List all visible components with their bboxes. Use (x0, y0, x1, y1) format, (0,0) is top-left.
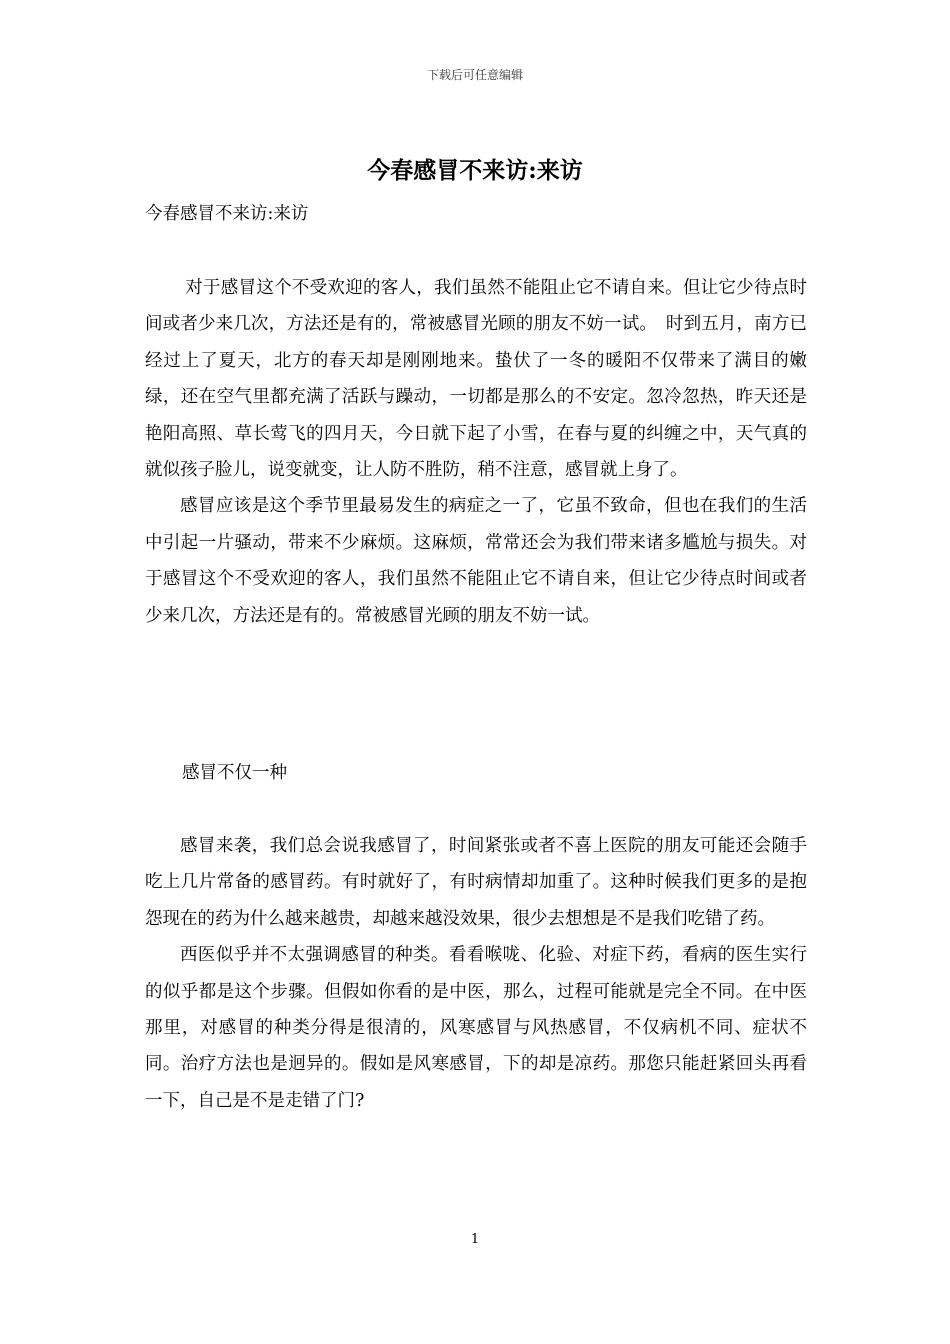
document-title: 今春感冒不来访:来访 (367, 157, 583, 184)
section-body (145, 828, 807, 1119)
paragraph: 感冒来袭，我们总会说我感冒了，时间紧张或者不喜上医院的朋友可能还会随手吃上几片常备的感冒药。有时就好了，有时病情却加重了。这种时候我们更多的是抱怨现在的药为什么越来越贵，却越来越没效果，很少去想想是不是我们吃错了药。 (145, 836, 807, 929)
page-number: 1 (470, 1232, 480, 1247)
section-heading: 感冒不仅一种 (182, 763, 287, 783)
paragraph: 对于感冒这个不受欢迎的客人，我们虽然不能阻止它不请自来。但让它少待点时间或者少来几次，方法还是有的，常被感冒光顾的朋友不妨一试。 时到五月，南方已经过上了夏天，北方的春天却是刚刚地来。蛰伏了一冬的暖阳不仅带来了满目的嫩绿，还在空气里都充满了活跃与躁动，一切都是那么的不安定。忽冷忽热，昨天还是艳阳高照、草长莺飞的四月天，今日就下起了小雪，在春与夏的纠缠之中，天气真的就似孩子脸儿，说变就变，让人防不胜防，稍不注意，感冒就上身了。 (145, 278, 807, 481)
paragraph: 西医似乎并不太强调感冒的种类。看看喉咙、化验、对症下药，看病的医生实行的似乎都是这个步骤。但假如你看的是中医，那么，过程可能就是完全不同。在中医那里，对感冒的种类分得是很清的，风寒感冒与风热感冒，不仅病机不同、症状不同。治疗方法也是迥异的。假如是风寒感冒，下的却是凉药。那您只能赶紧回头再看一下，自己是不是走错了门? (145, 945, 807, 1111)
paragraph: 感冒应该是这个季节里最易发生的病症之一了，它虽不致命，但也在我们的生活中引起一片骚动，带来不少麻烦。这麻烦，常常还会为我们带来诸多尴尬与损失。对于感冒这个不受欢迎的客人，我们虽然不能阻止它不请自来，但让它少待点时间或者少来几次，方法还是有的。常被感冒光顾的朋友不妨一试。 (145, 496, 807, 626)
page-header: 下载后可任意编辑 (426, 68, 523, 82)
intro-section (145, 270, 807, 634)
document-subtitle: 今春感冒不来访:来访 (145, 204, 309, 224)
